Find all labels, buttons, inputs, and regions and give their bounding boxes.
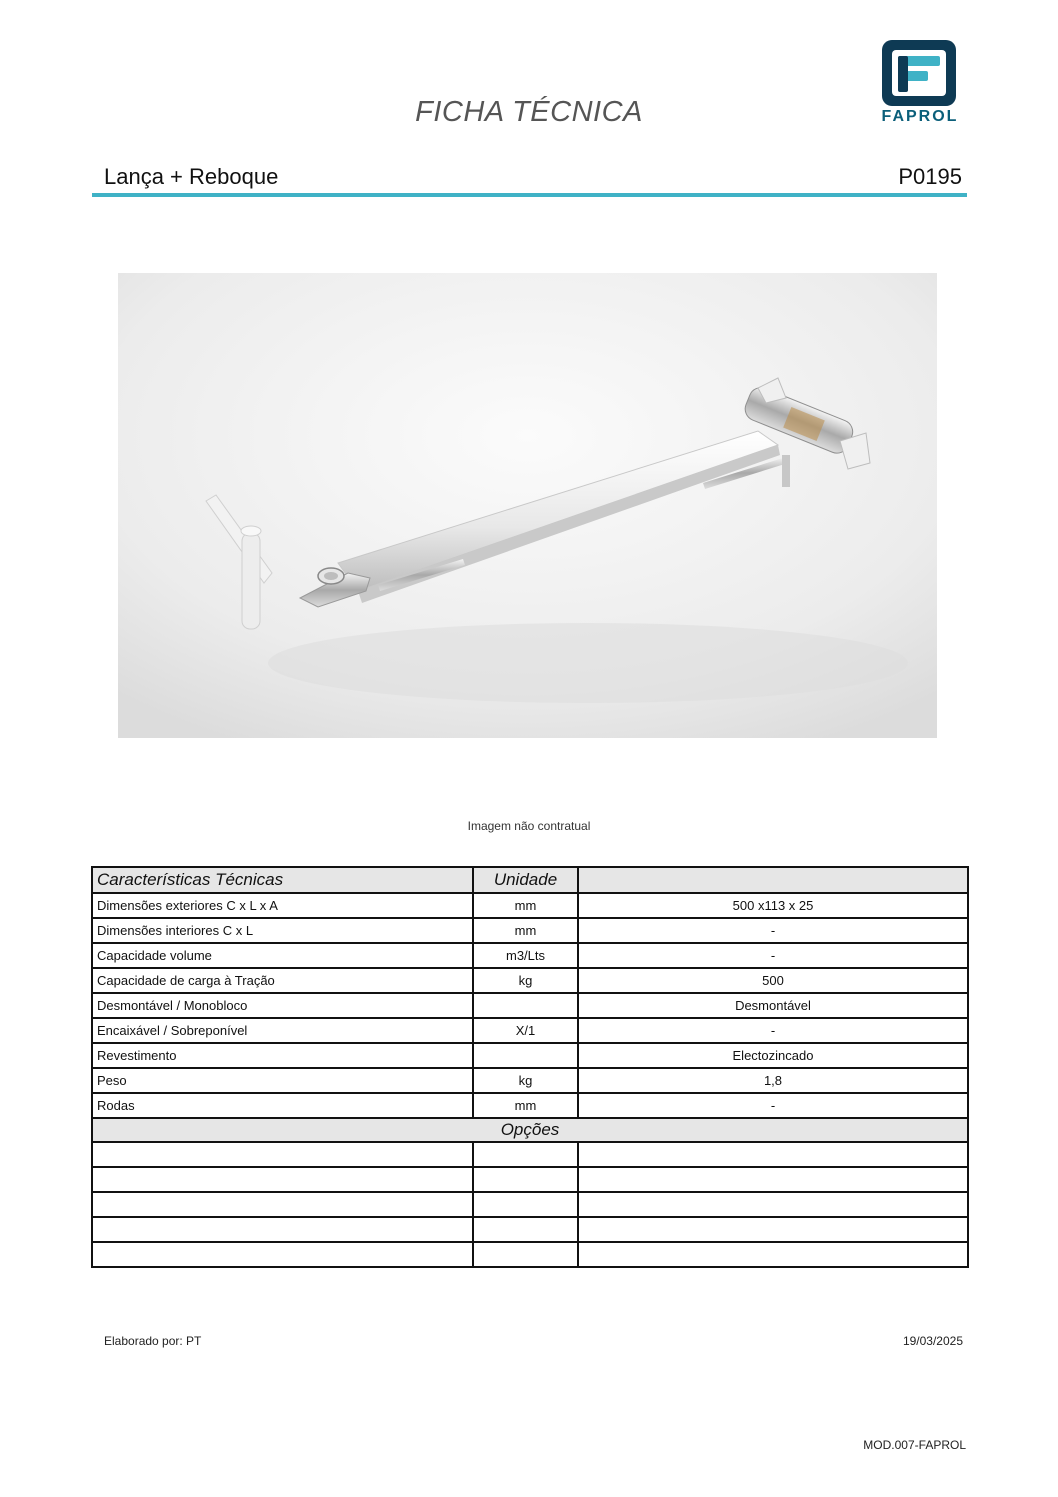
prepared-by: Elaborado por: PT [104,1334,202,1348]
table-row [92,893,968,918]
row-label: Peso [92,1068,473,1093]
header-divider [92,193,967,197]
row-unit: X/1 [473,1018,578,1043]
row-label: Encaixável / Sobreponível [92,1018,473,1043]
document-title: FICHA TÉCNICA [415,96,643,128]
row-label: Capacidade de carga à Tração [92,968,473,993]
row-unit [473,993,578,1018]
row-value: Desmontável [578,993,968,1018]
row-label: Desmontável / Monobloco [92,993,473,1018]
options-label: Opções [92,1118,968,1142]
table-row [92,968,968,993]
table-row [92,1043,968,1068]
product-photo [118,273,937,738]
row-label: Capacidade volume [92,943,473,968]
row-unit: kg [473,968,578,993]
document-date: 19/03/2025 [902,1334,963,1348]
row-value: 1,8 [578,1068,968,1093]
spec-table [91,866,969,1268]
empty-option-row [92,1192,968,1217]
table-row [92,1093,968,1118]
header-characteristics: Características Técnicas [92,867,473,893]
row-label: Dimensões exteriores C x L x A [92,893,473,918]
row-value: - [578,1093,968,1118]
row-unit [473,1043,578,1068]
header-unit: Unidade [473,867,578,893]
table-row [92,1018,968,1043]
product-name: Lança + Reboque [104,164,279,189]
product-code: P0195 [898,164,962,189]
logo-text: FAPROL [881,108,959,125]
row-value: - [578,943,968,968]
row-label: Dimensões interiores C x L [92,918,473,943]
row-value: Electozincado [578,1043,968,1068]
row-unit: mm [473,1093,578,1118]
row-label: Rodas [92,1093,473,1118]
row-value: 500 x113 x 25 [578,893,968,918]
row-value: - [578,1018,968,1043]
empty-option-row [92,1242,968,1267]
row-unit: m3/Lts [473,943,578,968]
header-value [578,867,968,893]
row-unit: kg [473,1068,578,1093]
form-code: MOD.007-FAPROL [863,1438,966,1452]
empty-option-row [92,1217,968,1242]
table-header-row [92,867,968,893]
empty-option-row [92,1167,968,1192]
table-row [92,943,968,968]
table-row [92,993,968,1018]
row-value: 500 [578,968,968,993]
image-caption: Imagem não contratual [467,819,591,833]
row-value: - [578,918,968,943]
row-label: Revestimento [92,1043,473,1068]
row-unit: mm [473,918,578,943]
options-header-row [92,1118,968,1142]
table-row [92,1068,968,1093]
empty-option-row [92,1142,968,1167]
row-unit: mm [473,893,578,918]
table-row [92,918,968,943]
